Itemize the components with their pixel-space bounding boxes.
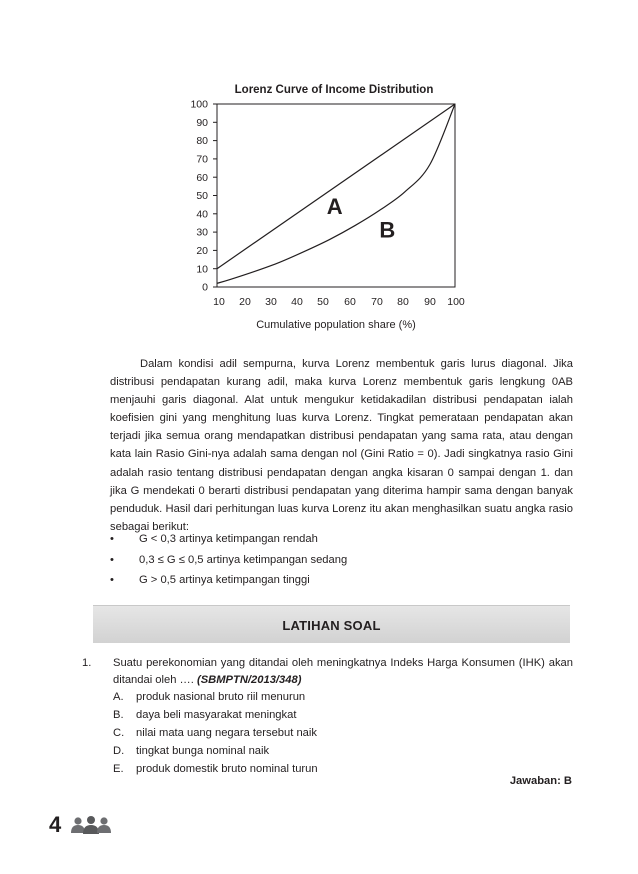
page-number: 4 <box>49 812 62 837</box>
region-label-a: A <box>326 193 343 219</box>
option-letter: E. <box>113 763 124 775</box>
option-text: produk nasional bruto riil menurun <box>136 691 306 703</box>
y-tick-label: 0 <box>202 281 208 294</box>
option-text: daya beli masyarakat meningkat <box>136 709 297 721</box>
option-text: produk domestik bruto nominal turun <box>136 763 318 775</box>
gini-ratio-list <box>110 529 573 591</box>
lorenz-curve-chart <box>0 0 638 340</box>
y-tick-label: 40 <box>196 208 208 221</box>
option-text: nilai mata uang negara tersebut naik <box>136 727 317 739</box>
x-tick-label: 20 <box>239 296 251 308</box>
bullet-icon: • <box>110 574 114 586</box>
x-tick-label: 30 <box>265 296 277 308</box>
list-item <box>110 570 573 591</box>
question-text <box>113 655 573 689</box>
y-tick-label: 90 <box>196 116 208 129</box>
list-item-text: G < 0,3 artinya ketimpangan rendah <box>139 533 318 545</box>
x-tick-label: 90 <box>424 296 436 308</box>
list-item-text: G > 0,5 artinya ketimpangan tinggi <box>139 574 310 586</box>
region-label-b: B <box>379 217 396 243</box>
question-source: (SBMPTN/2013/348) <box>196 674 302 686</box>
section-title: LATIHAN SOAL <box>282 618 381 633</box>
list-item <box>110 529 573 550</box>
y-tick-label: 70 <box>196 153 208 166</box>
x-tick-label: 40 <box>291 296 303 308</box>
y-tick-label: 60 <box>196 171 208 184</box>
y-tick-label: 100 <box>190 98 208 111</box>
y-tick-label: 30 <box>196 226 208 239</box>
answer-key: Jawaban: B <box>509 775 572 787</box>
x-tick-label: 60 <box>344 296 356 308</box>
option-letter: D. <box>113 745 125 757</box>
x-tick-label: 100 <box>447 296 465 308</box>
x-tick-label: 80 <box>397 296 409 308</box>
option-letter: A. <box>113 691 124 703</box>
x-tick-label: 50 <box>317 296 329 308</box>
bullet-icon: • <box>110 533 114 545</box>
option-letter: C. <box>113 727 125 739</box>
bullet-icon: • <box>110 553 114 566</box>
y-tick-label: 20 <box>196 245 208 257</box>
question-stem: Suatu perekonomian yang ditandai oleh meningkatnya Indeks Harga Konsumen (IHK) akan ditandai oleh …. <box>113 657 573 686</box>
chart-title: Lorenz Curve of Income Distribution <box>234 84 434 96</box>
option-letter: B. <box>113 709 124 721</box>
explanation-paragraph <box>110 355 573 536</box>
x-axis-label: Cumulative population share (%) <box>256 319 416 331</box>
x-tick-label: 70 <box>371 296 383 308</box>
y-tick-label: 10 <box>196 263 208 276</box>
list-item-text: 0,3 ≤ G ≤ 0,5 artinya ketimpangan sedang <box>139 553 348 566</box>
equality-line <box>217 104 455 269</box>
section-banner <box>93 605 570 643</box>
option-text: tingkat bunga nominal naik <box>136 745 270 757</box>
x-tick-label: 10 <box>213 296 225 308</box>
list-item <box>110 550 573 571</box>
question-number: 1. <box>82 657 92 669</box>
y-tick-label: 80 <box>196 135 208 148</box>
people-group-icon <box>70 815 112 837</box>
y-tick-label: 50 <box>196 190 208 203</box>
paragraph-text: Dalam kondisi adil sempurna, kurva Lorenz membentuk garis lurus diagonal. Jika distribusi pendapatan kurang adil, maka kurva Lorenz membentuk garis lengkung 0AB menjauhi garis diagonal. Alat untuk mengukur ketidakadilan distribusi pendapatan ialah koefisien gini yang menghitung luas kurva Lorenz. Tingkat pemerataan pendapatan akan terjadi jika semua orang mendapatkan distribusi pendapatan yang sama rata, atau dengan kata lain Rasio Gini-nya adalah sama dengan nol (Gini Ratio = 0). Jadi singkatnya rasio Gini adalah rasio tentang distribusi pendapatan dengan angka kisaran 0 sampai dengan 1. dan jika G mendekati 0 berarti distribusi pendapatan yang diterima hampir sama dengan banyak penduduk. Hasil dari perhitungan luas kurva Lorenz itu akan menghasilkan suatu angka rasio sebagai berikut: <box>110 358 573 533</box>
